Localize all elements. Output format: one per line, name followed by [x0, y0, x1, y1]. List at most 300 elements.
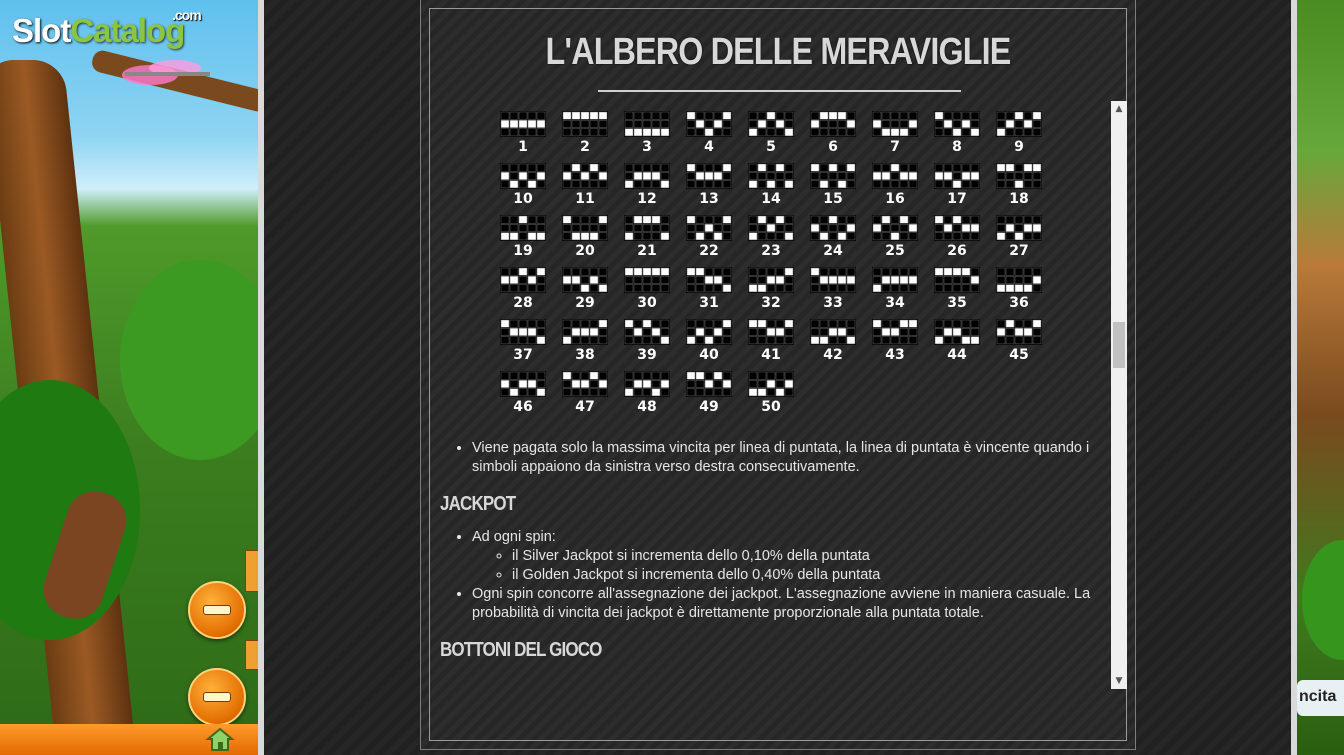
payline-cell	[643, 285, 651, 292]
payline-cell	[944, 172, 952, 179]
payline-cell	[1015, 172, 1023, 179]
payline-cell	[1015, 320, 1023, 327]
payline-cell	[997, 181, 1005, 188]
payline-cell	[820, 320, 828, 327]
payline-cell	[572, 120, 580, 127]
payline-cell	[749, 112, 757, 119]
scrollbar-thumb[interactable]	[1113, 322, 1125, 368]
payline-cell	[705, 181, 713, 188]
payline-cell	[652, 389, 660, 396]
payline-cell	[643, 120, 651, 127]
payline-cell	[847, 268, 855, 275]
payline-cell	[1033, 337, 1041, 344]
payline-cell	[829, 129, 837, 136]
payline-cell	[909, 224, 917, 231]
payline-cell	[572, 268, 580, 275]
payline-cell	[661, 181, 669, 188]
payline-cell	[652, 337, 660, 344]
payline-cell	[891, 112, 899, 119]
payline-pattern	[624, 319, 670, 345]
payline-cell	[1015, 233, 1023, 240]
payline-pattern	[562, 267, 608, 293]
payline-cell	[935, 320, 943, 327]
payline-28	[499, 267, 547, 317]
payline-19	[499, 215, 547, 265]
payline-number: 27	[1009, 243, 1029, 259]
payline-cell	[785, 112, 793, 119]
payline-cell	[785, 224, 793, 231]
payline-cell	[590, 112, 598, 119]
payline-cell	[652, 216, 660, 223]
payline-cell	[528, 372, 536, 379]
payline-cell	[891, 120, 899, 127]
payline-cell	[696, 129, 704, 136]
payline-cell	[625, 285, 633, 292]
payline-cell	[829, 320, 837, 327]
payline-cell	[519, 337, 527, 344]
payline-cell	[749, 172, 757, 179]
decrease-button[interactable]	[188, 581, 246, 639]
payline-cell	[563, 276, 571, 283]
payline-cell	[882, 129, 890, 136]
payline-pattern	[810, 319, 856, 345]
payline-cell	[944, 337, 952, 344]
payline-cell	[785, 389, 793, 396]
payline-cell	[953, 276, 961, 283]
payline-cell	[829, 233, 837, 240]
payline-pattern	[562, 371, 608, 397]
payline-pattern	[934, 267, 980, 293]
payline-cell	[625, 372, 633, 379]
payline-cell	[714, 112, 722, 119]
payline-cell	[971, 224, 979, 231]
payline-cell	[847, 164, 855, 171]
payline-cell	[829, 181, 837, 188]
payline-cell	[767, 233, 775, 240]
payline-cell	[705, 328, 713, 335]
payline-cell	[705, 389, 713, 396]
payline-cell	[528, 268, 536, 275]
logo-com: .com	[172, 7, 201, 23]
payline-cell	[572, 129, 580, 136]
payline-cell	[997, 328, 1005, 335]
payline-cell	[625, 320, 633, 327]
payline-cell	[687, 233, 695, 240]
payline-pattern	[686, 319, 732, 345]
payline-cell	[962, 181, 970, 188]
payline-cell	[652, 328, 660, 335]
payline-cell	[581, 337, 589, 344]
vincita-button[interactable]	[1297, 680, 1344, 716]
payline-cell	[634, 328, 642, 335]
payline-cell	[537, 233, 545, 240]
payline-cell	[891, 328, 899, 335]
payline-pattern	[748, 371, 794, 397]
payline-33	[809, 267, 857, 317]
payline-cell	[785, 268, 793, 275]
payline-cell	[581, 129, 589, 136]
payline-cell	[501, 216, 509, 223]
bush	[120, 260, 260, 460]
payline-cell	[811, 328, 819, 335]
payline-cell	[962, 268, 970, 275]
payline-cell	[599, 164, 607, 171]
payline-21	[623, 215, 671, 265]
payline-cell	[581, 285, 589, 292]
payline-cell	[696, 337, 704, 344]
payline-cell	[599, 380, 607, 387]
payline-cell	[1024, 285, 1032, 292]
decrease-button[interactable]	[188, 668, 246, 726]
payline-cell	[634, 164, 642, 171]
payline-cell	[661, 372, 669, 379]
payline-cell	[873, 216, 881, 223]
payline-cell	[749, 129, 757, 136]
payline-cell	[519, 164, 527, 171]
payline-cell	[935, 285, 943, 292]
payline-number: 44	[947, 347, 967, 363]
payline-cell	[1024, 337, 1032, 344]
payline-cell	[572, 181, 580, 188]
payline-cell	[962, 285, 970, 292]
help-scroll-area[interactable]	[430, 101, 1110, 689]
payline-cell	[1033, 120, 1041, 127]
payline-cell	[705, 112, 713, 119]
payline-cell	[528, 129, 536, 136]
payline-cell	[882, 337, 890, 344]
payline-number: 18	[1009, 191, 1029, 207]
payline-cell	[785, 380, 793, 387]
payline-cell	[501, 129, 509, 136]
payline-cell	[696, 372, 704, 379]
payline-cell	[767, 164, 775, 171]
payline-cell	[581, 276, 589, 283]
payline-cell	[590, 372, 598, 379]
payline-cell	[572, 328, 580, 335]
payline-29	[561, 267, 609, 317]
payline-cell	[1015, 285, 1023, 292]
payline-cell	[643, 337, 651, 344]
payline-number: 23	[761, 243, 781, 259]
slotcatalog-logo	[12, 7, 201, 50]
payline-cell	[510, 224, 518, 231]
payline-cell	[953, 112, 961, 119]
payline-cell	[661, 337, 669, 344]
help-scrollbar[interactable]	[1111, 101, 1127, 689]
payline-cell	[599, 181, 607, 188]
payline-cell	[829, 224, 837, 231]
payline-number: 38	[575, 347, 595, 363]
payline-cell	[1006, 320, 1014, 327]
payline-cell	[696, 380, 704, 387]
payline-cell	[829, 112, 837, 119]
payline-cell	[563, 389, 571, 396]
payline-35	[933, 267, 981, 317]
payline-cell	[519, 120, 527, 127]
payline-cell	[767, 120, 775, 127]
payline-cell	[909, 120, 917, 127]
payline-cell	[528, 320, 536, 327]
payline-cell	[873, 320, 881, 327]
payline-pattern	[934, 319, 980, 345]
payline-number: 42	[823, 347, 843, 363]
payline-cell	[935, 337, 943, 344]
payline-cell	[785, 120, 793, 127]
payline-cell	[749, 285, 757, 292]
payline-cell	[696, 224, 704, 231]
payline-48	[623, 371, 671, 421]
payline-cell	[1015, 216, 1023, 223]
payline-cell	[625, 337, 633, 344]
payline-cell	[581, 224, 589, 231]
payline-cell	[847, 233, 855, 240]
payline-cell	[829, 337, 837, 344]
payline-cell	[767, 328, 775, 335]
payline-cell	[767, 320, 775, 327]
payline-pattern	[872, 319, 918, 345]
payline-cell	[519, 285, 527, 292]
payline-cell	[900, 276, 908, 283]
payline-cell	[767, 224, 775, 231]
payline-cell	[687, 120, 695, 127]
payline-cell	[909, 181, 917, 188]
payline-cell	[510, 328, 518, 335]
payline-cell	[891, 164, 899, 171]
payline-cell	[811, 285, 819, 292]
scroll-down-icon[interactable]: ▼	[1115, 676, 1123, 686]
payline-cell	[537, 389, 545, 396]
payline-cell	[882, 268, 890, 275]
payline-cell	[519, 233, 527, 240]
payline-cell	[944, 224, 952, 231]
payline-2	[561, 111, 609, 161]
payline-cell	[519, 224, 527, 231]
payline-cell	[519, 328, 527, 335]
payline-cell	[891, 224, 899, 231]
payline-cell	[714, 328, 722, 335]
payline-cell	[997, 268, 1005, 275]
payline-42	[809, 319, 857, 369]
payline-cell	[758, 112, 766, 119]
payline-pattern	[562, 215, 608, 241]
payline-cell	[749, 164, 757, 171]
payline-cell	[714, 181, 722, 188]
payline-number: 33	[823, 295, 843, 311]
payline-cell	[758, 276, 766, 283]
payline-cell	[891, 268, 899, 275]
payline-cell	[1024, 233, 1032, 240]
payline-number: 34	[885, 295, 905, 311]
payline-cell	[696, 276, 704, 283]
payline-cell	[935, 268, 943, 275]
payline-cell	[891, 172, 899, 179]
payline-cell	[581, 112, 589, 119]
payline-cell	[971, 216, 979, 223]
payline-number: 2	[580, 139, 590, 155]
payline-cell	[776, 112, 784, 119]
payline-number: 19	[513, 243, 533, 259]
payline-cell	[749, 380, 757, 387]
payline-cell	[528, 380, 536, 387]
payline-cell	[829, 276, 837, 283]
payline-cell	[528, 120, 536, 127]
jackpot-golden: ◦ il Golden Jackpot si incrementa dello 0,40% della puntata	[512, 566, 1100, 585]
payline-cell	[1024, 268, 1032, 275]
payline-cell	[838, 276, 846, 283]
payline-cell	[643, 372, 651, 379]
scroll-up-icon[interactable]: ▲	[1115, 104, 1123, 114]
payline-cell	[838, 112, 846, 119]
payline-cell	[519, 372, 527, 379]
payline-cell	[785, 328, 793, 335]
payline-cell	[723, 276, 731, 283]
payline-cell	[758, 120, 766, 127]
payline-cell	[935, 164, 943, 171]
payline-cell	[935, 120, 943, 127]
payline-cell	[811, 233, 819, 240]
payline-number: 24	[823, 243, 843, 259]
payline-cell	[528, 216, 536, 223]
payline-cell	[882, 328, 890, 335]
payline-cell	[953, 224, 961, 231]
payline-cell	[900, 181, 908, 188]
payline-cell	[723, 112, 731, 119]
payline-cell	[643, 268, 651, 275]
payline-cell	[599, 285, 607, 292]
payline-cell	[1006, 328, 1014, 335]
payline-cell	[953, 285, 961, 292]
payline-pattern	[686, 371, 732, 397]
payline-cell	[900, 120, 908, 127]
payline-cell	[953, 164, 961, 171]
payline-cell	[705, 268, 713, 275]
payline-cell	[758, 380, 766, 387]
payline-cell	[1033, 129, 1041, 136]
payline-cell	[882, 233, 890, 240]
payline-cell	[714, 120, 722, 127]
payline-cell	[758, 320, 766, 327]
payline-cell	[599, 276, 607, 283]
payline-cell	[953, 268, 961, 275]
home-icon[interactable]	[205, 726, 235, 752]
payline-cell	[847, 172, 855, 179]
payline-pattern	[686, 111, 732, 137]
payline-cell	[501, 337, 509, 344]
payline-number: 25	[885, 243, 905, 259]
payline-cell	[599, 337, 607, 344]
payline-cell	[661, 224, 669, 231]
payline-cell	[944, 285, 952, 292]
payline-cell	[634, 233, 642, 240]
payline-cell	[838, 320, 846, 327]
payline-cell	[882, 120, 890, 127]
payline-cell	[767, 276, 775, 283]
payline-cell	[1015, 112, 1023, 119]
payline-cell	[767, 372, 775, 379]
payline-cell	[900, 337, 908, 344]
jackpot-list	[440, 528, 1100, 623]
payline-cell	[971, 172, 979, 179]
payline-cell	[900, 268, 908, 275]
payline-5	[747, 111, 795, 161]
payline-number: 48	[637, 399, 657, 415]
payline-cell	[882, 181, 890, 188]
payline-cell	[776, 320, 784, 327]
payline-cell	[1033, 268, 1041, 275]
payline-cell	[687, 285, 695, 292]
payline-cell	[687, 372, 695, 379]
payline-9	[995, 111, 1043, 161]
payline-cell	[661, 164, 669, 171]
payline-cell	[599, 320, 607, 327]
payline-11	[561, 163, 609, 213]
payline-47	[561, 371, 609, 421]
title-divider	[598, 90, 961, 92]
payline-pattern	[872, 267, 918, 293]
payline-cell	[909, 172, 917, 179]
payline-cell	[1006, 181, 1014, 188]
payline-pattern	[624, 215, 670, 241]
payline-50	[747, 371, 795, 421]
payline-number: 30	[637, 295, 657, 311]
payline-cell	[705, 233, 713, 240]
payline-cell	[1024, 320, 1032, 327]
payline-cell	[723, 164, 731, 171]
payline-number: 7	[890, 139, 900, 155]
payline-31	[685, 267, 733, 317]
payline-25	[871, 215, 919, 265]
payline-cell	[687, 337, 695, 344]
payline-pattern	[686, 267, 732, 293]
payline-cell	[935, 112, 943, 119]
payline-cell	[767, 112, 775, 119]
payline-cell	[572, 372, 580, 379]
payline-cell	[581, 233, 589, 240]
payline-cell	[537, 120, 545, 127]
payline-cell	[590, 276, 598, 283]
payline-cell	[891, 129, 899, 136]
payline-cell	[785, 320, 793, 327]
payline-cell	[714, 337, 722, 344]
payline-cell	[537, 181, 545, 188]
payline-cell	[696, 164, 704, 171]
payline-cell	[643, 164, 651, 171]
payline-cell	[723, 372, 731, 379]
payline-cell	[723, 285, 731, 292]
payline-cell	[838, 181, 846, 188]
payline-38	[561, 319, 609, 369]
payline-cell	[625, 268, 633, 275]
payline-cell	[785, 129, 793, 136]
payline-cell	[661, 320, 669, 327]
payline-cell	[590, 120, 598, 127]
payline-cell	[1024, 216, 1032, 223]
payline-cell	[501, 172, 509, 179]
payline-41	[747, 319, 795, 369]
payline-cell	[829, 172, 837, 179]
payline-cell	[962, 164, 970, 171]
payline-cell	[1024, 328, 1032, 335]
payline-cell	[838, 224, 846, 231]
payline-12	[623, 163, 671, 213]
payline-cell	[519, 276, 527, 283]
payline-cell	[971, 129, 979, 136]
payline-cell	[776, 216, 784, 223]
payline-cell	[1006, 233, 1014, 240]
logo-catalog: Catalog	[70, 12, 185, 49]
payline-cell	[820, 112, 828, 119]
payline-cell	[811, 129, 819, 136]
